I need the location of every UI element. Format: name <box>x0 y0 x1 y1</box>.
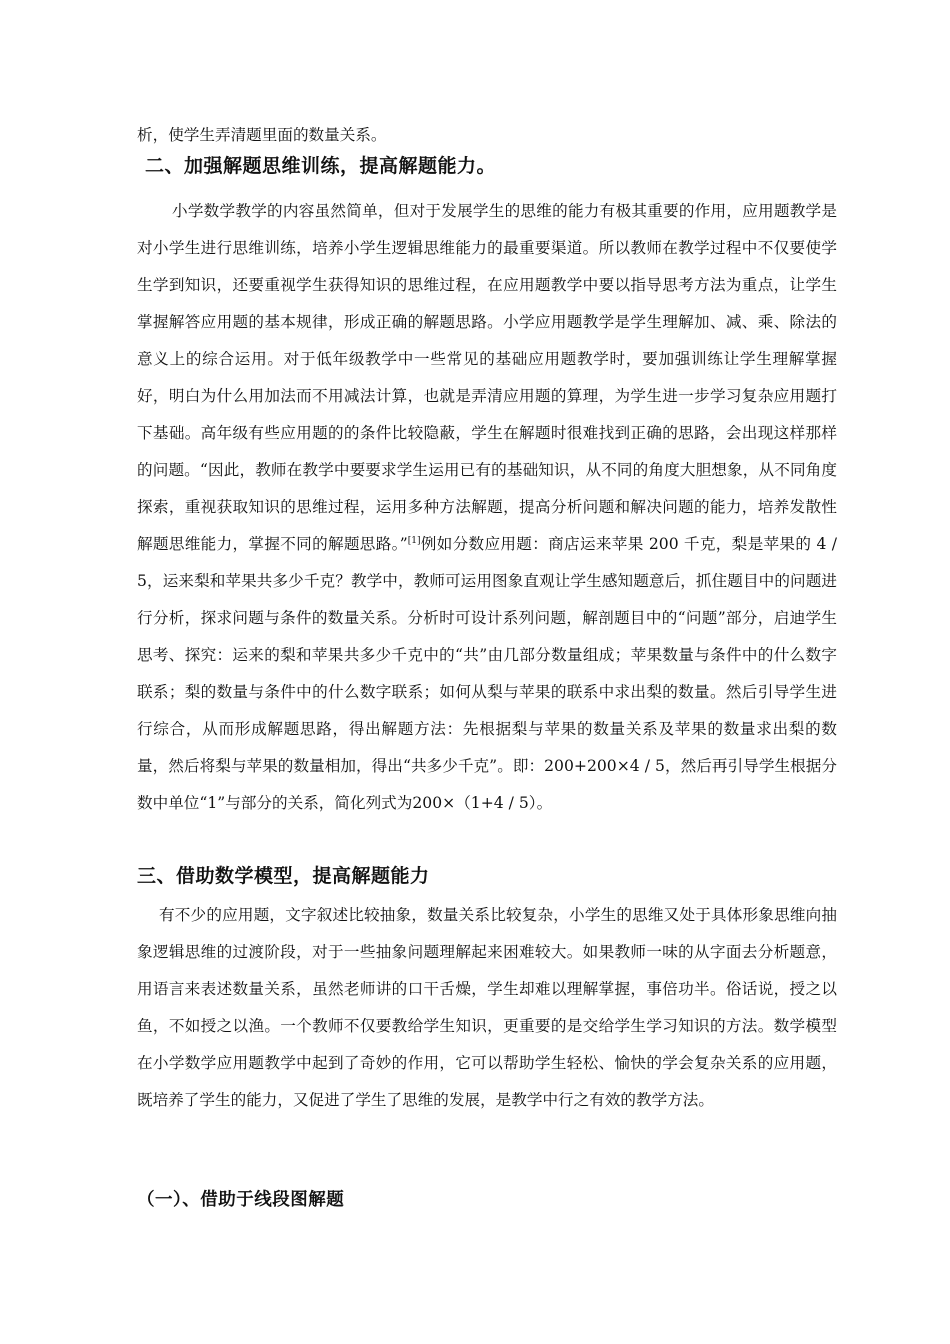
section-heading-2: 二、加强解题思维训练，提高解题能力。 <box>145 155 497 177</box>
paragraph-continuation: 析，使学生弄清题里面的数量关系。 <box>137 126 387 144</box>
section-heading-3: 三、借助数学模型，提高解题能力 <box>137 865 430 887</box>
paragraph-section-3: 有不少的应用题，文字叙述比较抽象，数量关系比较复杂，小学生的思维又处于具体形象思维向抽象逻辑思维的过渡阶段，对于一些抽象问题理解起来困难较大。如果教师一味的从字面去分析题意，用语言来表述数量关系，虽然老师讲的口干舌燥，学生却难以理解掌握，事倍功半。俗话说，授之以鱼，不如授之以渔。一个教师不仅要教给学生知识，更重要的是交给学生学习知识的方法。数学模型在小学数学应用题教学中起到了奇妙的作用，它可以帮助学生轻松、愉快的学会复杂关系的应用题，既培养了学生的能力，又促进了学生了思维的发展，是教学中行之有效的教学方法。 <box>137 906 837 1109</box>
subsection-heading-3-1: （一）、借助于线段图解题 <box>137 1190 345 1210</box>
paragraph-text-after-citation: 例如分数应用题：商店运来苹果 200 千克，梨是苹果的 4 / 5，运来梨和苹果共多少千克？教学中，教师可运用图象直观让学生感知题意后，抓住题目中的问题进行分析，探求问题与条件的数量关系。分析时可设计系列问题，解剖题目中的“问题”部分，启迪学生思考、探究：运来的梨和苹果共多少千克中的“共”由几部分数量组成；苹果数量与条件中的什么数字联系；梨的数量与条件中的什么数字联系；如何从梨与苹果的联系中求出梨的数量。然后引导学生进行综合，从而形成解题思路，得出解题方法：先根据梨与苹果的数量关系及苹果的数量求出梨的数量，然后将梨与苹果的数量相加，得出“共多少千克”。即：200+200×4 / 5，然后再引导学生根据分数中单位“1”与部分的关系，简化列式为200×（1+4 / 5）。 <box>137 535 837 812</box>
paragraph-text-before-citation: 小学数学教学的内容虽然简单，但对于发展学生的思维的能力有极其重要的作用，应用题教学是对小学生进行思维训练，培养小学生逻辑思维能力的最重要渠道。所以教师在教学过程中不仅要使学生学到知识，还要重视学生获得知识的思维过程，在应用题教学中要以指导思考方法为重点，让学生掌握解答应用题的基本规律，形成正确的解题思路。小学应用题教学是学生理解加、减、乘、除法的意义上的综合运用。对于低年级教学中一些常见的基础应用题教学时，要加强训练让学生理解掌握好，明白为什么用加法而不用减法计算，也就是弄清应用题的算理，为学生进一步学习复杂应用题打下基础。高年级有些应用题的的条件比较隐蔽，学生在解题时很难找到正确的思路，会出现这样那样的问题。“因此，教师在教学中要要求学生运用已有的基础知识，从不同的角度大胆想象，从不同角度探索，重视获取知识的思维过程，运用多种方法解题，提高分析问题和解决问题的能力，培养发散性解题思维能力，掌握不同的解题思路。” <box>137 202 837 553</box>
paragraph-section-2 <box>137 193 837 822</box>
citation-marker: [1] <box>407 535 421 546</box>
